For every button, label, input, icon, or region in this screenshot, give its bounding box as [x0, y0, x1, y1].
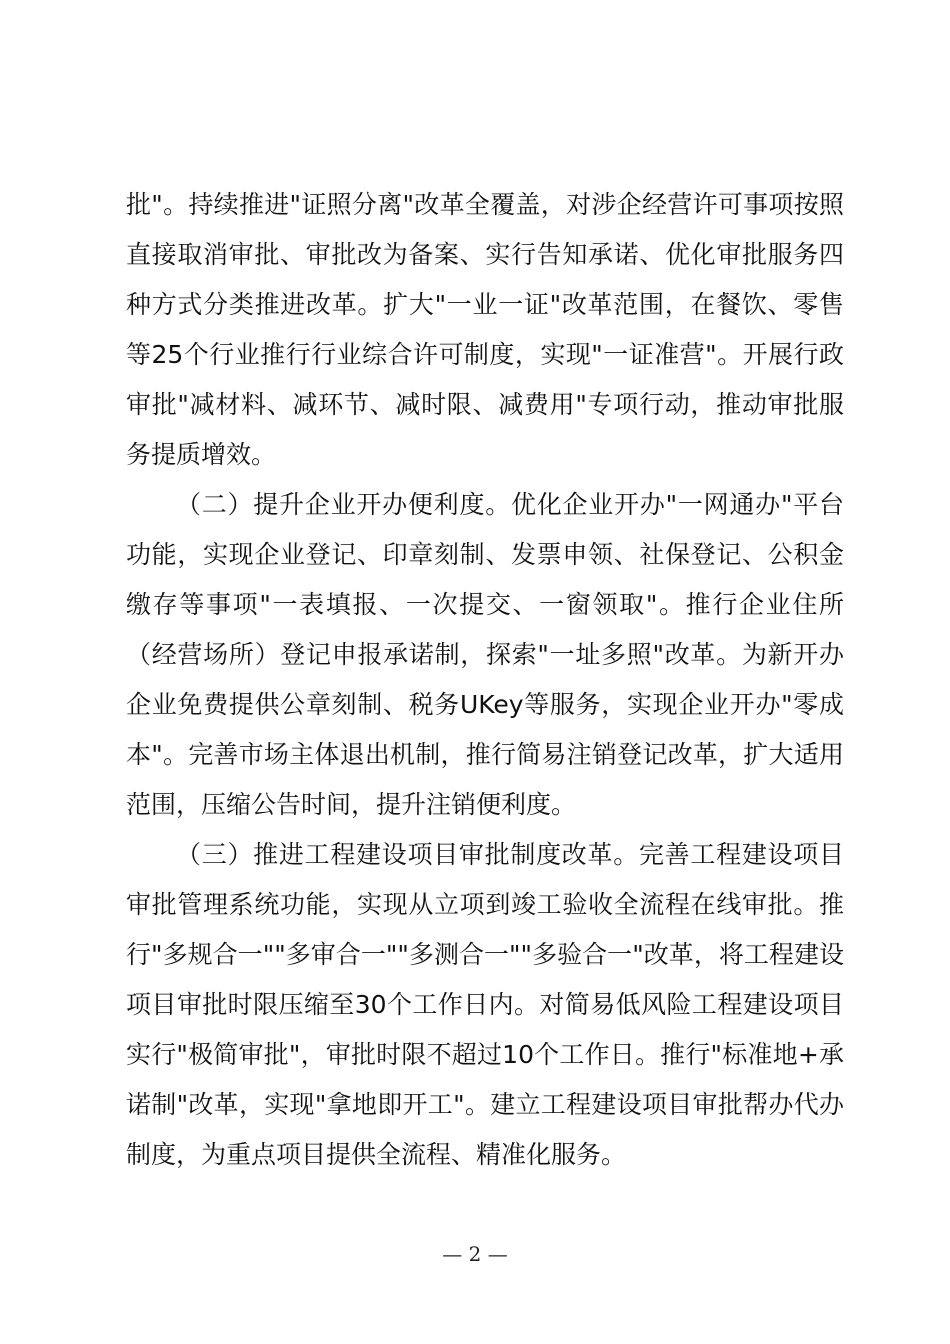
paragraph-construction-approval: （三）推进工程建设项目审批制度改革。完善工程建设项目审批管理系统功能，实现从立项到竣工验收全流程在线审批。推行"多规合一""多审合一""多测合一""多验合一"改革，将工程建设项目审批时限压缩至30个工作日内。对简易低风险工程建设项目实行"极简审批"，审批时限不超过10个工作日。推行"标准地+承诺制"改革，实现"拿地即开工"。建立工程建设项目审批帮办代办制度，为重点项目提供全流程、精准化服务。 — [126, 840, 844, 1169]
paragraph-continuation: 批"。持续推进"证照分离"改革全覆盖，对涉企经营许可事项按照直接取消审批、审批改为备案、实行告知承诺、优化审批服务四种方式分类推进改革。扩大"一业一证"改革范围，在餐饮、零售等25个行业推行行业综合许可制度，实现"一证准营"。开展行政审批"减材料、减环节、减时限、减费用"专项行动，推动审批服务提质增效。 — [126, 190, 844, 469]
paragraph-business-startup: （二）提升企业开办便利度。优化企业开办"一网通办"平台功能，实现企业登记、印章刻制、发票申领、社保登记、公积金缴存等事项"一表填报、一次提交、一窗领取"。推行企业住所（经营场所）登记申报承诺制，探索"一址多照"改革。为新开办企业免费提供公章刻制、税务UKey等服务，实现企业开办"零成本"。完善市场主体退出机制，推行简易注销登记改革，扩大适用范围，压缩公告时间，提升注销便利度。 — [126, 490, 844, 819]
body-text — [126, 180, 844, 1180]
page-number: — 2 — — [442, 1242, 508, 1266]
